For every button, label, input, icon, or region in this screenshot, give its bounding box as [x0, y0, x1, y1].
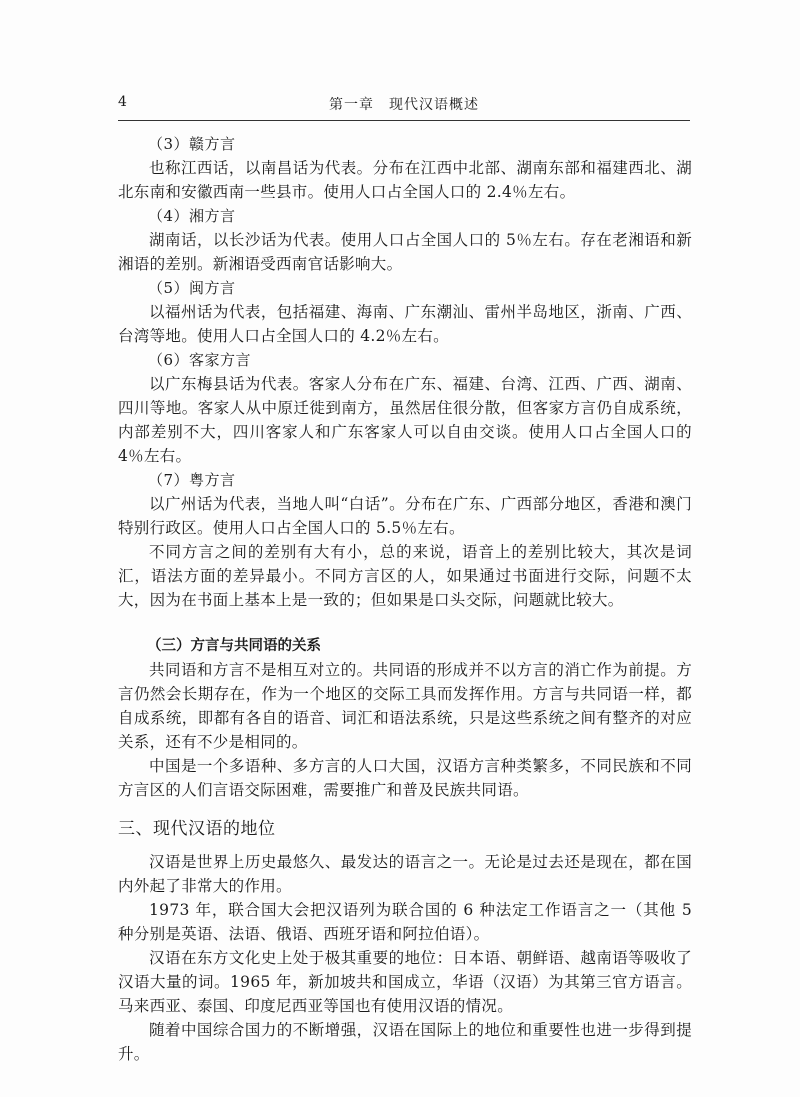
page-header: [118, 86, 690, 121]
paragraph: 汉语是世界上历史最悠久、最发达的语言之一。无论是过去还是现在，都在国内外起了非常大的作用。: [118, 853, 692, 895]
page-number: 4: [118, 94, 127, 110]
section-subheading: （三）方言与共同语的关系: [147, 638, 321, 654]
section-heading: 三、现代汉语的地位: [118, 819, 276, 839]
paragraph: 随着中国综合国力的不断增强，汉语在国际上的地位和重要性也进一步得到提升。: [118, 1021, 692, 1063]
paragraph: 中国是一个多语种、多方言的人口大国，汉语方言种类繁多，不同民族和不同方言区的人们言语交际困难，需要推广和普及民族共同语。: [118, 757, 692, 799]
running-head: 第一章 现代汉语概述: [329, 97, 479, 113]
paragraph: 以福州话为代表，包括福建、海南、广东潮汕、雷州半岛地区，浙南、广西、台湾等地。使用人口占全国人口的 4.2％左右。: [118, 303, 692, 345]
paragraph: 以广州话为代表，当地人叫“白话”。分布在广东、广西部分地区，香港和澳门特别行政区。使用人口占全国人口的 5.5％左右。: [118, 495, 692, 537]
paragraph: 也称江西话，以南昌话为代表。分布在江西中北部、湖南东部和福建西北、湖北东南和安徽西南一些县市。使用人口占全国人口的 2.4％左右。: [118, 159, 692, 201]
subheading-min: （5）闽方言: [148, 279, 236, 297]
page-body: [118, 132, 692, 1066]
subheading-gan: （3）赣方言: [148, 135, 236, 153]
paragraph: 汉语在东方文化史上处于极其重要的地位：日本语、朝鲜语、越南语等吸收了汉语大量的词。1965 年，新加坡共和国成立，华语（汉语）为其第三官方语言。马来西亚、泰国、印度尼西亚等国也有使用汉语的情况。: [118, 949, 692, 1015]
paragraph: 共同语和方言不是相互对立的。共同语的形成并不以方言的消亡作为前提。方言仍然会长期存在，作为一个地区的交际工具而发挥作用。方言与共同语一样，都自成系统，即都有各自的语音、词汇和语法系统，只是这些系统之间有整齐的对应关系，还有不少是相同的。: [118, 661, 692, 751]
paragraph: 1973 年，联合国大会把汉语列为联合国的 6 种法定工作语言之一（其他 5 种分别是英语、法语、俄语、西班牙语和阿拉伯语）。: [118, 901, 692, 943]
subheading-xiang: （4）湘方言: [148, 207, 236, 225]
paragraph: 以广东梅县话为代表。客家人分布在广东、福建、台湾、江西、广西、湖南、四川等地。客家人从中原迁徙到南方，虽然居住很分散，但客家方言仍自成系统，内部差别不大，四川客家人和广东客家人可以自由交谈。使用人口占全国人口的 4％左右。: [118, 375, 692, 465]
subheading-yue: （7）粤方言: [148, 471, 236, 489]
paragraph: 不同方言之间的差别有大有小，总的来说，语音上的差别比较大，其次是词汇，语法方面的差异最小。不同方言区的人，如果通过书面进行交际，问题不太大，因为在书面上基本上是一致的；但如果是口头交际，问题就比较大。: [118, 543, 692, 609]
subheading-hakka: （6）客家方言: [148, 351, 252, 369]
paragraph: 湖南话，以长沙话为代表。使用人口占全国人口的 5％左右。存在老湘语和新湘语的差别。新湘语受西南官话影响大。: [118, 231, 692, 273]
